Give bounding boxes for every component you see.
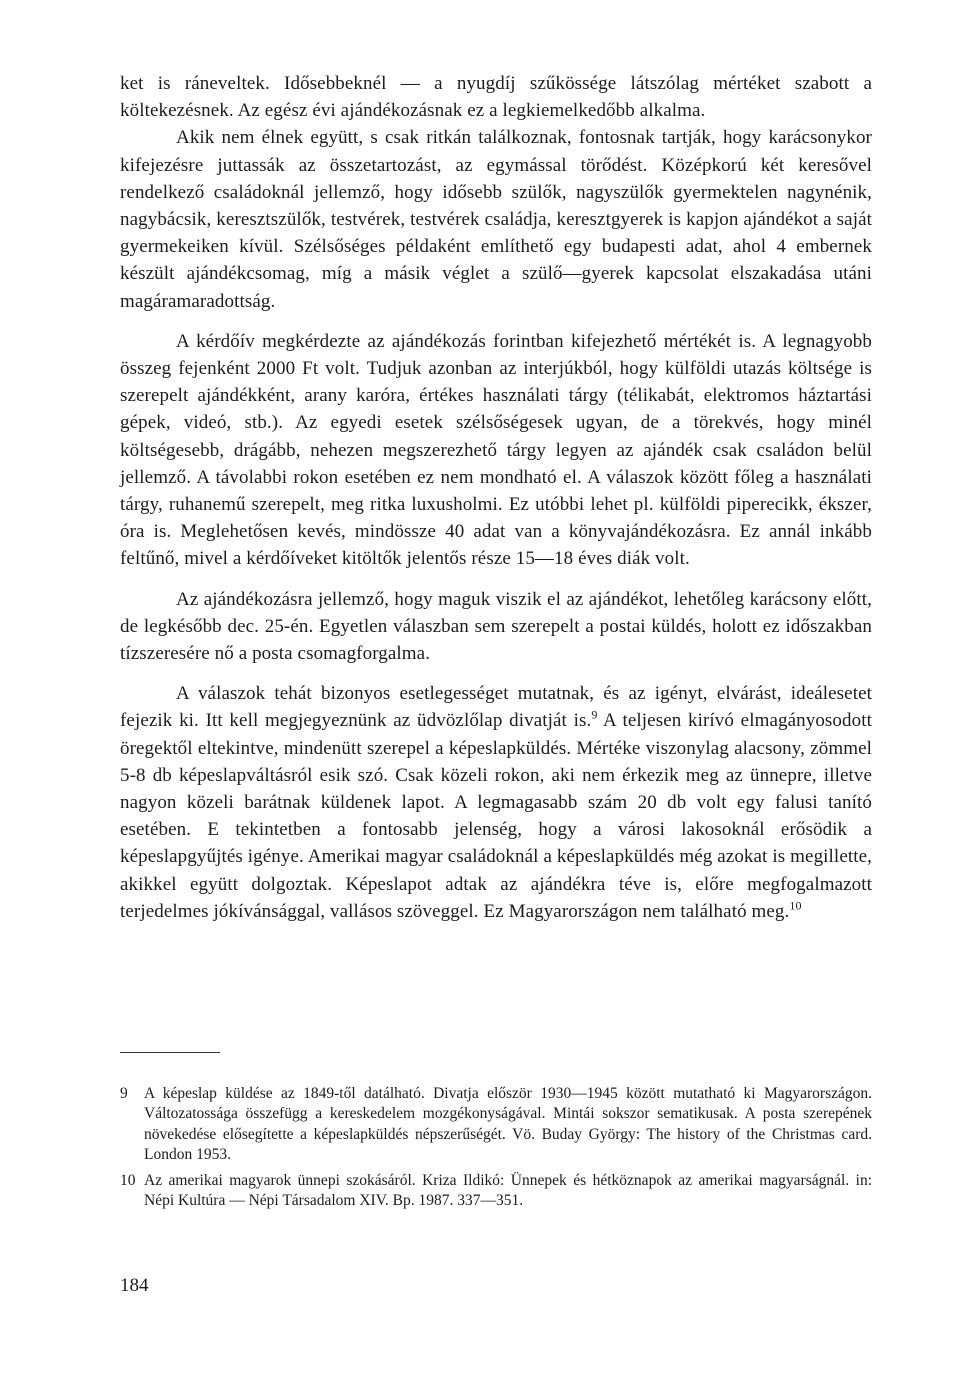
footnote-9 (120, 1084, 872, 1165)
footnote-text: Az amerikai magyarok ünnepi szokásáról. Kriza Ildikó: Ünnepek és hétköznapok az amerikai magyarságnál. in: Népi Kultúra — Népi Társadalom XIV. Bp. 1987. 337—351. (144, 1172, 872, 1210)
page-number: 184 (120, 1275, 149, 1296)
footnote-divider (120, 1052, 220, 1053)
paragraph-5 (120, 680, 872, 925)
paragraph-4: Az ajándékozásra jellemző, hogy maguk viszik el az ajándékot, lehetőleg karácsony előtt, de legkésőbb dec. 25-én. Egyetlen válaszban sem szerepelt a postai küldés, holott ez időszakban tízszeresére nő a posta csomagforgalma. (120, 588, 872, 665)
paragraph-1: ket is ráneveltek. Idősebbeknél — a nyugdíj szűkössége látszólag mértéket szabott a költekezésnek. Az egész évi ajándékozásnak ez a legkiemelkedőbb alkalma. (120, 73, 872, 122)
footnote-ref-9[interactable]: 9 (591, 708, 598, 723)
footnote-10 (120, 1171, 872, 1212)
footnote-number: 10 (120, 1172, 136, 1190)
paragraph-5-part-2: A teljesen kirívó elmagányosodott öregektől eltekintve, mindenütt szerepel a képeslapküldés. Mértéke viszonylag alacsony, zömmel 5-8 db képeslapváltásról esik szó. Csak közeli rokon, aki nem érkezik meg az ünnepre, illetve nagyon közeli barátnak küldenek lapot. A legmagasabb szám 20 db volt egy falusi tanító esetében. E tekintetben a fontosabb jelenség, hogy a városi lakosoknál erősödik a képeslapgyűjtés igénye. Amerikai magyar családoknál a képeslapküldés még azokat is megillette, akikkel együtt dolgoztak. Képeslapot adtak az ajándékra téve is, előre megfogalmazott terjedelmes jókívánsággal, vallásos szöveggel. Ez Magyarországon nem található meg. (120, 710, 872, 922)
main-text (120, 70, 872, 925)
paragraph-5-part-1: A válaszok tehát bizonyos esetlegességet mutatnak, és az igényt, elvárást, ideálesetet fejezik ki. Itt kell megjegyeznünk az üdvözlőlap divatját is. (120, 683, 872, 732)
footnote-ref-10[interactable]: 10 (789, 898, 802, 913)
footnotes (120, 1084, 872, 1218)
paragraph-3: A kérdőív megkérdezte az ajándékozás forintban kifejezhető mértékét is. A legnagyobb összeg fejenként 2000 Ft volt. Tudjuk azonban az interjúkból, hogy külföldi utazás költsége is szerepelt ajándékként, arany karóra, értékes használati tárgy (télikabát, elektromos háztartási gépek, videó, stb.). Az egyedi esetek szélsőségesek ugyan, de a törekvés, hogy minél költségesebb, drágább, nehezen megszerezhető tárgy legyen az ajándék csak családon belül jellemző. A távolabbi rokon esetében ez nem mondható el. A válaszok között főleg a használati tárgy, ruhanemű szerepelt, meg ritka luxusholmi. Ez utóbbi lehet pl. külföldi piperecikk, ékszer, óra is. Meglehetősen kevés, mindössze 40 adat van a könyvajándékozásra. Ez annál inkább feltűnő, mivel a kérdőíveket kitöltők jelentős része 15—18 éves diák volt. (120, 330, 872, 570)
paragraph-2: Akik nem élnek együtt, s csak ritkán találkoznak, fontosnak tartják, hogy karácsonykor kifejezésre juttassák az összetartozást, az egymással törődést. Középkorú két keresővel rendelkező családoknál jellemző, hogy idősebb szülők, nagyszülők gyermektelen nagynénik, nagybácsik, keresztszülők, testvérek, testvérek családja, keresztgyerek is kapjon ajándékot a saját gyermekeiken kívül. Szélsőséges példaként említhető egy budapesti adat, ahol 4 embernek készült ajándékcsomag, míg a másik véglet a szülő—gyerek kapcsolat elszakadása utáni magáramaradottság. (120, 127, 872, 312)
footnote-text: A képeslap küldése az 1849-től datálható. Divatja először 1930—1945 között mutatható ki Magyarországon. Változatossága összefügg a kereskedelem mozgékonyságával. Mintái sokszor sematikusak. A posta szerepének növekedése elősegítette a képeslapküldés népszerűségét. Vö. Buday György: The history of the Christmas card. London 1953. (144, 1085, 872, 1163)
footnote-number: 9 (120, 1085, 128, 1102)
